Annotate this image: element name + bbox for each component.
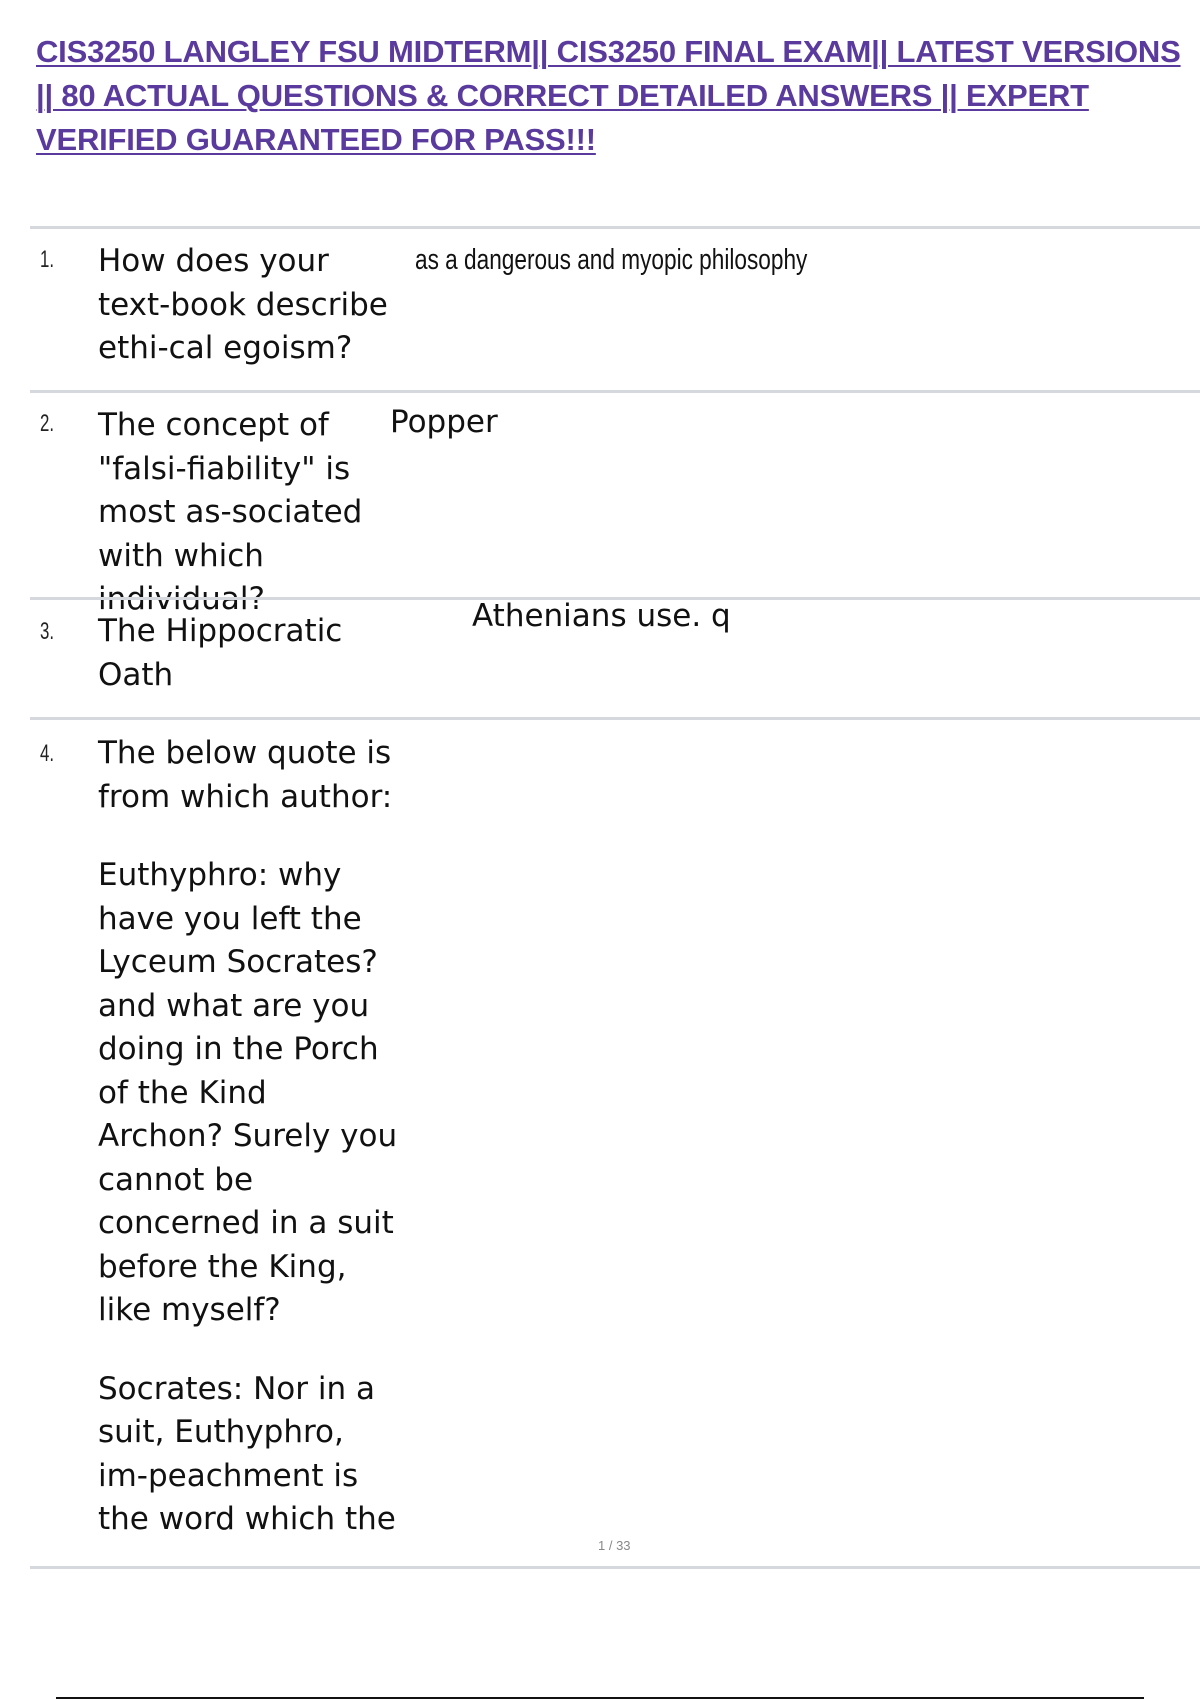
page-indicator: 1 / 33	[598, 1538, 631, 1553]
answer-text: Popper	[390, 404, 498, 440]
question-text	[98, 240, 398, 371]
document-title: CIS3250 LANGLEY FSU MIDTERM|| CIS3250 FINAL EXAM|| LATEST VERSIONS || 80 ACTUAL QUESTIONS & CORRECT DETAILED ANSWERS || EXPERT VERIFIED GUARANTEED FOR PASS!!!	[36, 34, 1181, 157]
row-divider	[30, 226, 1200, 229]
question-text-2: The concept of "falsi-fiability" is most as-sociated with which individual?	[98, 407, 363, 617]
quote-paragraph-2: Socrates: Nor in a suit, Euthyphro, im-peachment is the word which the	[98, 1370, 396, 1537]
question-number: 4.	[40, 740, 55, 767]
answer-text: as a dangerous and myopic philosophy	[415, 244, 808, 276]
question-text-4: The below quote is from which author:	[98, 735, 393, 815]
page-bottom-rule	[56, 1697, 1144, 1699]
question-number: 2.	[40, 410, 55, 437]
question-number: 1.	[40, 246, 55, 273]
question-text-1: How does your text-book describe ethi-cal egoism?	[98, 243, 388, 366]
question-text	[98, 732, 398, 1542]
row-divider	[30, 717, 1200, 720]
question-number: 3.	[40, 618, 55, 645]
question-text	[98, 404, 398, 622]
answer-text: Athenians use. q	[472, 598, 731, 634]
question-text-3: The Hippocratic Oath	[98, 613, 343, 693]
question-text	[98, 610, 398, 697]
row-divider	[30, 390, 1200, 393]
row-divider	[30, 1566, 1200, 1569]
quote-paragraph-1: Euthyphro: why have you left the Lyceum Socrates? and what are you doing in the Porch of the Kind Archon? Surely you cannot be concerned in a suit before the King, like myself?	[98, 857, 398, 1328]
